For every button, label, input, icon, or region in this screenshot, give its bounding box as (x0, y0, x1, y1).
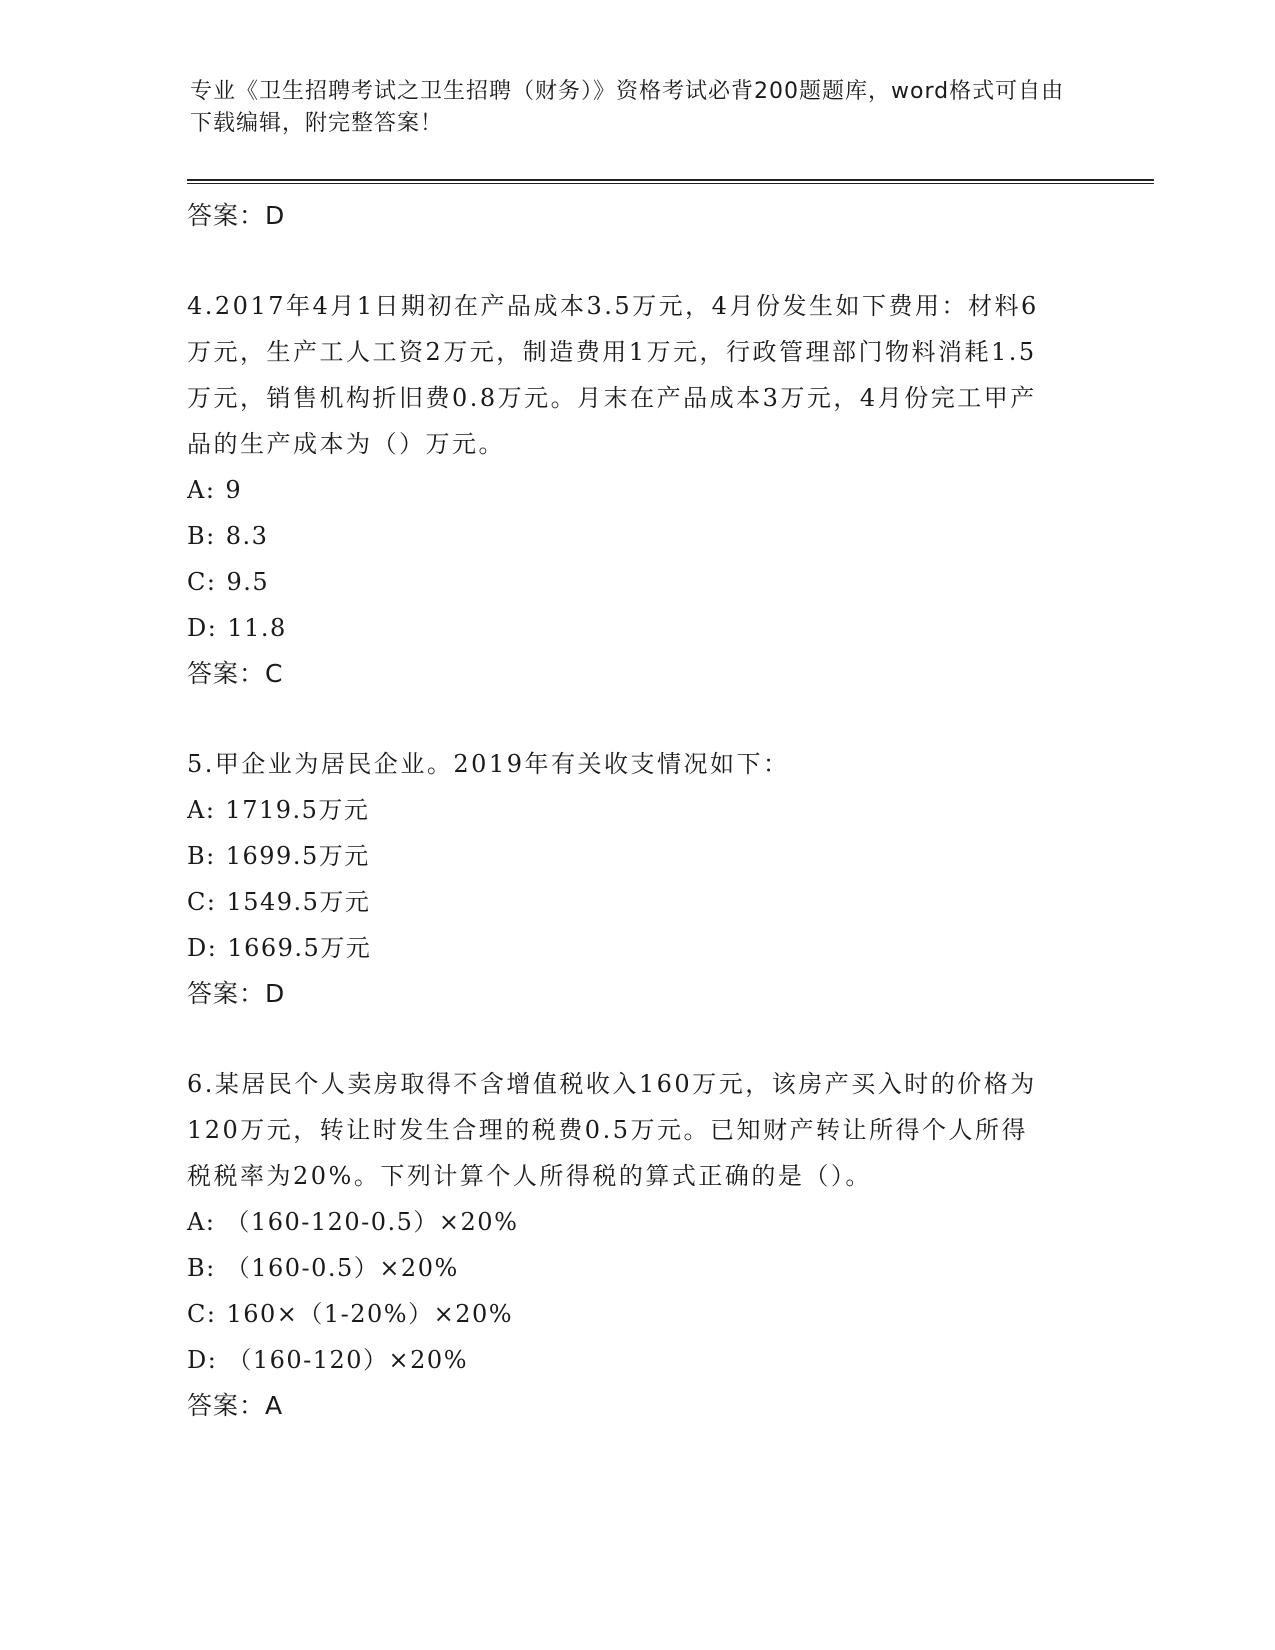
question-5-option-d (187, 925, 1087, 971)
question-5-option-a (187, 787, 1087, 833)
option-key: B: (187, 1254, 216, 1282)
spacer (187, 239, 1087, 283)
option-value: 160×（1-20%）×20% (226, 1300, 514, 1328)
option-key: D: (187, 934, 218, 962)
question-5-option-c (187, 879, 1087, 925)
option-key: D: (187, 1346, 218, 1374)
option-value: 1549.5万元 (226, 888, 371, 916)
question-5-text: 5.甲企业为居民企业。2019年有关收支情况如下： (187, 750, 790, 778)
question-4-answer: 答案：C (187, 659, 284, 688)
question-6-option-d (187, 1337, 1087, 1383)
option-value: 8.3 (225, 522, 269, 550)
question-4 (187, 283, 1087, 697)
option-value: 1669.5万元 (227, 934, 372, 962)
question-4-option-a (187, 467, 1087, 513)
spacer (187, 1017, 1087, 1061)
option-value: 9 (225, 476, 243, 504)
option-key: A: (187, 1208, 216, 1236)
option-key: D: (187, 614, 218, 642)
question-4-option-c (187, 559, 1087, 605)
question-4-text: 4.2017年4月1日期初在产品成本3.5万元，4月份发生如下费用：材料6万元，生产工人工资2万元，制造费用1万元，行政管理部门物料消耗1.5万元，销售机构折旧费0.8万元。月末在产品成本3万元，4月份完工甲产品的生产成本为（）万元。 (187, 292, 1039, 458)
question-6-text: 6.某居民个人卖房取得不含增值税收入160万元，该房产买入时的价格为120万元，转让时发生合理的税费0.5万元。已知财产转让所得个人所得税税率为20%。下列计算个人所得税的算式正确的是（）。 (187, 1070, 1037, 1190)
option-value: （160-120）×20% (227, 1346, 469, 1374)
option-key: C: (187, 568, 217, 596)
document-header: 专业《卫生招聘考试之卫生招聘（财务）》资格考试必背200题题库，word格式可自由下载编辑，附完整答案！ (190, 79, 1065, 136)
question-5-option-b (187, 833, 1087, 879)
header-divider (187, 179, 1154, 184)
option-key: B: (187, 522, 216, 550)
option-value: 1699.5万元 (225, 842, 370, 870)
question-6-option-b (187, 1245, 1087, 1291)
option-value: 9.5 (226, 568, 270, 596)
question-5 (187, 741, 1087, 1017)
previous-answer: 答案：D (187, 201, 286, 230)
option-key: C: (187, 1300, 217, 1328)
question-5-answer: 答案：D (187, 979, 286, 1008)
option-key: C: (187, 888, 217, 916)
option-value: 1719.5万元 (225, 796, 370, 824)
option-value: （160-0.5）×20% (225, 1254, 459, 1282)
option-key: A: (187, 796, 216, 824)
question-6-option-c (187, 1291, 1087, 1337)
option-value: 11.8 (227, 614, 287, 642)
option-key: A: (187, 476, 216, 504)
spacer (187, 697, 1087, 741)
question-4-option-b (187, 513, 1087, 559)
question-4-option-d (187, 605, 1087, 651)
question-6-answer: 答案：A (187, 1391, 284, 1420)
question-6 (187, 1061, 1087, 1429)
question-6-option-a (187, 1199, 1087, 1245)
option-value: （160-120-0.5）×20% (225, 1208, 519, 1236)
option-key: B: (187, 842, 216, 870)
question-list (187, 193, 1087, 1429)
